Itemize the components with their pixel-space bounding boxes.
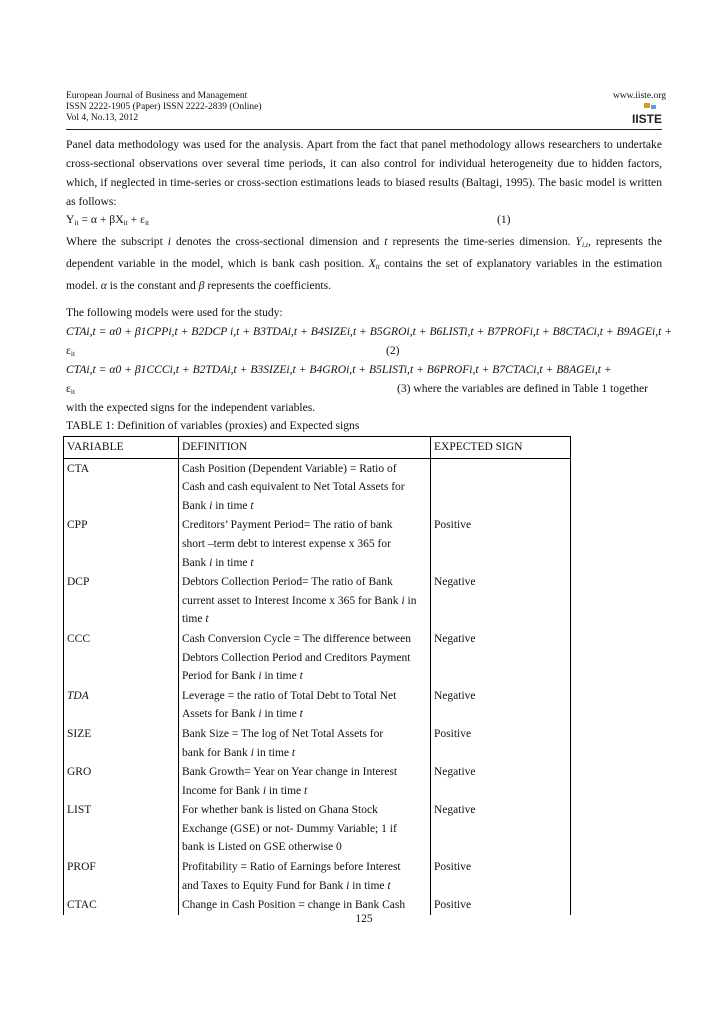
header-definition: DEFINITION: [179, 437, 431, 459]
header-rule: [66, 129, 662, 130]
sign-cell: [431, 458, 571, 515]
definition-line: Income for Bank i in time t: [182, 784, 308, 797]
definition-line: Bank i in time t: [182, 499, 254, 512]
model-2-formula: CTAi,t = α0 + β1CPPi,t + B2DCP i,t + B3TDAi,t + B4SIZEi,t + B5GROi,t + B6LISTi,t + B7PROFi,t + B8CTACi,t + B9AGEi,t +: [66, 325, 673, 338]
equation-2-number: (2): [386, 344, 400, 357]
equation-3-number-and-text: (3) where the variables are defined in Table 1 together: [397, 382, 649, 395]
definition-cell: [179, 686, 431, 724]
table-caption: TABLE 1: Definition of variables (proxies) and Expected signs: [66, 419, 360, 432]
table-row: [64, 629, 571, 686]
model-3-formula: CTAi,t = α0 + β1CCCi,t + B2TDAi,t + B3SIZEi,t + B4GROi,t + B5LISTi,t + B6PROFi,t + B7CTACi,t + B8AGEi,t +: [66, 363, 612, 376]
definition-line: Period for Bank i in time t: [182, 670, 303, 683]
model-2-line-2: $\varepsilon_{it}$: [66, 344, 76, 358]
svg-text:IISTE: IISTE: [632, 112, 662, 126]
variable-cell: GRO: [64, 762, 179, 800]
issn-line: ISSN 2222-1905 (Paper) ISSN 2222-2839 (Online): [66, 102, 262, 112]
table-row: [64, 724, 571, 762]
definition-cell: [179, 895, 431, 915]
definition-cell: [179, 629, 431, 686]
equation-1: $Y_{it} = \alpha + \beta X_{it} + \varepsilon_{it}$: [66, 213, 150, 227]
table-header-row: [64, 437, 571, 459]
model-3-line-2: $\varepsilon_{it}$: [66, 382, 76, 396]
model-3-line-3: with the expected signs for the independent variables.: [66, 401, 316, 414]
definition-line: current asset to Interest Income x 365 for Bank i in: [182, 594, 417, 607]
journal-website: www.iiste.org: [612, 91, 666, 101]
definition-line: Debtors Collection Period= The ratio of Bank: [182, 576, 393, 589]
definition-cell: [179, 857, 431, 895]
sign-cell: Positive: [431, 724, 571, 762]
where-paragraph: Where the subscript i denotes the cross-sectional dimension and t represents the time-series dimension. $Y_{i,t}$, represents the dependent variable in the model, which is bank cash position. $X_{it}$ contains the set of explanatory variables in the estimation model. α is the constant and β represents the coefficients.: [66, 235, 662, 292]
running-header: [66, 91, 262, 124]
definition-line: and Taxes to Equity Fund for Bank i in time t: [182, 879, 391, 892]
definition-line: Profitability = Ratio of Earnings before Interest: [182, 861, 401, 874]
journal-name: European Journal of Business and Management: [66, 91, 248, 101]
sign-cell: Negative: [431, 629, 571, 686]
sign-cell: Positive: [431, 515, 571, 572]
sign-cell: Positive: [431, 857, 571, 895]
definition-line: Cash Conversion Cycle = The difference between: [182, 632, 412, 645]
definition-cell: [179, 800, 431, 857]
model-2-line-1: [66, 325, 672, 338]
variable-cell: LIST: [64, 800, 179, 857]
variables-table: [63, 436, 571, 915]
definition-cell: [179, 572, 431, 629]
definition-line: For whether bank is listed on Ghana Stock: [182, 804, 378, 817]
definition-line: short –term debt to interest expense x 365 for: [182, 537, 391, 550]
sign-cell: Negative: [431, 686, 571, 724]
definition-line: bank is Listed on GSE otherwise 0: [182, 841, 342, 854]
definition-line: time t: [182, 613, 209, 626]
table-row: [64, 800, 571, 857]
variable-cell: SIZE: [64, 724, 179, 762]
variable-cell: PROF: [64, 857, 179, 895]
definition-line: Change in Cash Position = change in Bank Cash: [182, 899, 406, 912]
equation-1-number: (1): [497, 213, 511, 226]
definition-line: Bank Size = The log of Net Total Assets for: [182, 727, 384, 740]
definition-line: Bank i in time t: [182, 556, 254, 569]
definition-line: Bank Growth= Year on Year change in Interest: [182, 766, 398, 779]
sign-cell: Negative: [431, 762, 571, 800]
sign-cell: Negative: [431, 800, 571, 857]
models-intro: The following models were used for the study:: [66, 306, 283, 319]
page-number: 125: [355, 913, 373, 925]
definition-cell: [179, 458, 431, 515]
variable-cell: CPP: [64, 515, 179, 572]
iiste-logo: [632, 103, 662, 129]
model-3-line-1: [66, 363, 612, 376]
definition-line: Cash and cash equivalent to Net Total Assets for: [182, 481, 405, 494]
definition-line: Debtors Collection Period and Creditors Payment: [182, 651, 411, 664]
variable-cell: CTAC: [64, 895, 179, 915]
definition-line: Cash Position (Dependent Variable) = Ratio of: [182, 462, 397, 475]
definition-line: bank for Bank i in time t: [182, 746, 296, 759]
table-row: [64, 857, 571, 895]
definition-line: Creditors’ Payment Period= The ratio of bank: [182, 519, 393, 532]
header-variable: VARIABLE: [64, 437, 179, 459]
definition-line: Assets for Bank i in time t: [182, 708, 303, 721]
variable-cell: CTA: [64, 458, 179, 515]
definition-line: Exchange (GSE) or not- Dummy Variable; 1 if: [182, 822, 397, 835]
table-row: [64, 762, 571, 800]
variable-cell: TDA: [64, 686, 179, 724]
sign-cell: Positive: [431, 895, 571, 915]
table-row: [64, 895, 571, 915]
variable-cell: DCP: [64, 572, 179, 629]
table-body: [64, 458, 571, 915]
intro-paragraph: Panel data methodology was used for the analysis. Apart from the fact that panel methodology allows researchers to undertake cross-sectional observations over several time periods, it can also control for individual heterogeneity due to hidden factors, which, if neglected in time-series or cross-section estimations leads to biased results (Baltagi, 1995). The basic model is written as follows:: [66, 138, 662, 208]
table-row: [64, 686, 571, 724]
variable-cell: CCC: [64, 629, 179, 686]
volume-line: Vol 4, No.13, 2012: [66, 113, 139, 123]
definition-cell: [179, 515, 431, 572]
table-row: [64, 572, 571, 629]
definition-line: Leverage = the ratio of Total Debt to Total Net: [182, 689, 397, 702]
table-row: [64, 458, 571, 515]
header-expected-sign: EXPECTED SIGN: [431, 437, 571, 459]
definition-cell: [179, 762, 431, 800]
table-row: [64, 515, 571, 572]
sign-cell: Negative: [431, 572, 571, 629]
definition-cell: [179, 724, 431, 762]
